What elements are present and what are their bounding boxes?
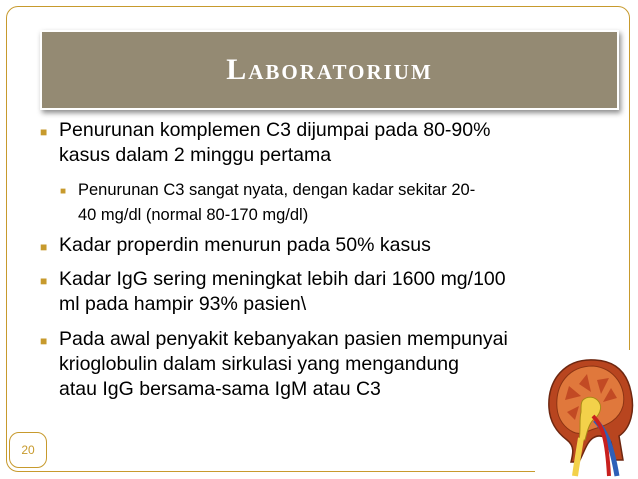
- slide-title: Laboratorium: [226, 53, 433, 86]
- kidney-illustration: [535, 350, 638, 479]
- square-bullet-icon: ■: [40, 274, 48, 288]
- bullet-text: Kadar properdin menurun pada 50% kasus: [59, 234, 431, 256]
- bullet-item: [40, 327, 600, 402]
- bullet-item: [40, 233, 600, 258]
- square-bullet-icon: ■: [40, 240, 48, 254]
- bullet-text: Penurunan C3 sangat nyata, dengan kadar sekitar 20- 40 mg/dl (normal 80-170 mg/dl): [78, 181, 476, 224]
- bullet-text: Kadar IgG sering meningkat lebih dari 1600 mg/100 ml pada hampir 93% pasien\: [59, 268, 506, 315]
- square-bullet-icon: ■: [60, 186, 67, 197]
- bullet-text: Penurunan komplemen C3 dijumpai pada 80-90% kasus dalam 2 minggu pertama: [59, 119, 491, 166]
- square-bullet-icon: ■: [40, 125, 48, 139]
- title-bar: [40, 30, 619, 110]
- square-bullet-icon: ■: [40, 334, 48, 348]
- bullet-item: [40, 118, 600, 168]
- page-number: 20: [9, 432, 47, 468]
- bullet-item: [40, 267, 600, 317]
- bullet-text: Pada awal penyakit kebanyakan pasien mempunyai krioglobulin dalam sirkulasi yang mengandung atau IgG bersama-sama IgM atau C3: [59, 328, 508, 400]
- sub-bullet-item: [60, 178, 600, 228]
